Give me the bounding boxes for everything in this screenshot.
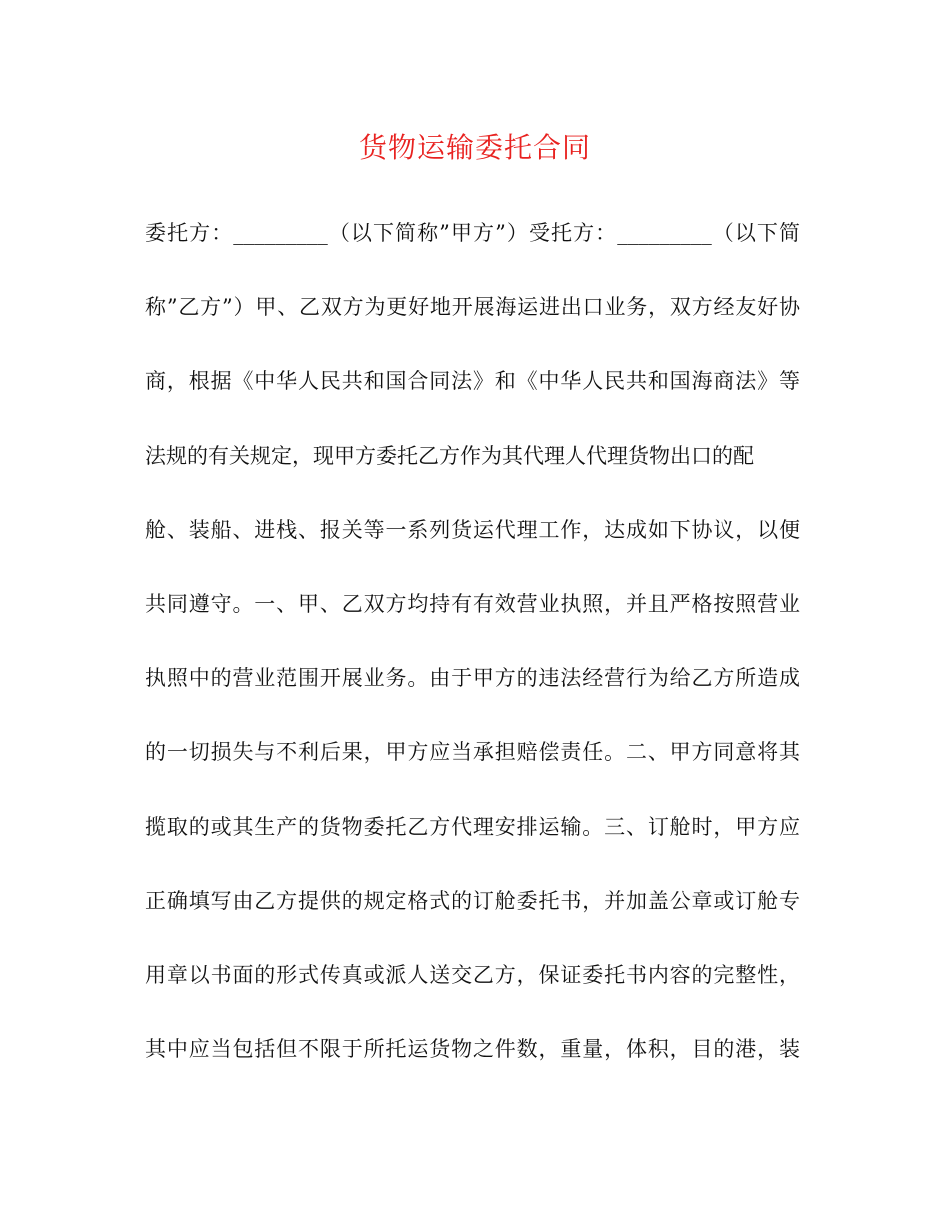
body-line-6: 共同遵守。一、甲、乙双方均持有有效营业执照，并且严格按照营业 — [145, 591, 800, 616]
document-body — [145, 214, 800, 1104]
body-line-8: 的一切损失与不利后果，甲方应当承担赔偿责任。二、甲方同意将其 — [145, 740, 800, 765]
body-line-1: 委托方：_________（以下简称”甲方”）受托方：_________（以下简 — [145, 221, 800, 245]
body-line-12: 其中应当包括但不限于所托运货物之件数，重量，体积，目的港，装 — [145, 1037, 800, 1062]
body-line-5: 舱、装船、进栈、报关等一系列货运代理工作，达成如下协议，以便 — [145, 517, 800, 542]
body-line-10: 正确填写由乙方提供的规定格式的订舱委托书，并加盖公章或订舱专 — [145, 888, 800, 913]
body-line-9: 揽取的或其生产的货物委托乙方代理安排运输。三、订舱时，甲方应 — [145, 814, 800, 839]
body-line-11: 用章以书面的形式传真或派人送交乙方，保证委托书内容的完整性， — [145, 962, 800, 987]
body-line-7: 执照中的营业范围开展业务。由于甲方的违法经营行为给乙方所造成 — [145, 666, 800, 691]
body-line-4: 法规的有关规定，现甲方委托乙方作为其代理人代理货物出口的配 — [145, 443, 754, 468]
document-title: 货物运输委托合同 — [358, 131, 591, 164]
body-line-2: 称”乙方”）甲、乙双方为更好地开展海运进出口业务，双方经友好协 — [145, 295, 800, 320]
body-line-3: 商，根据《中华人民共和国合同法》和《中华人民共和国海商法》等 — [145, 369, 800, 394]
